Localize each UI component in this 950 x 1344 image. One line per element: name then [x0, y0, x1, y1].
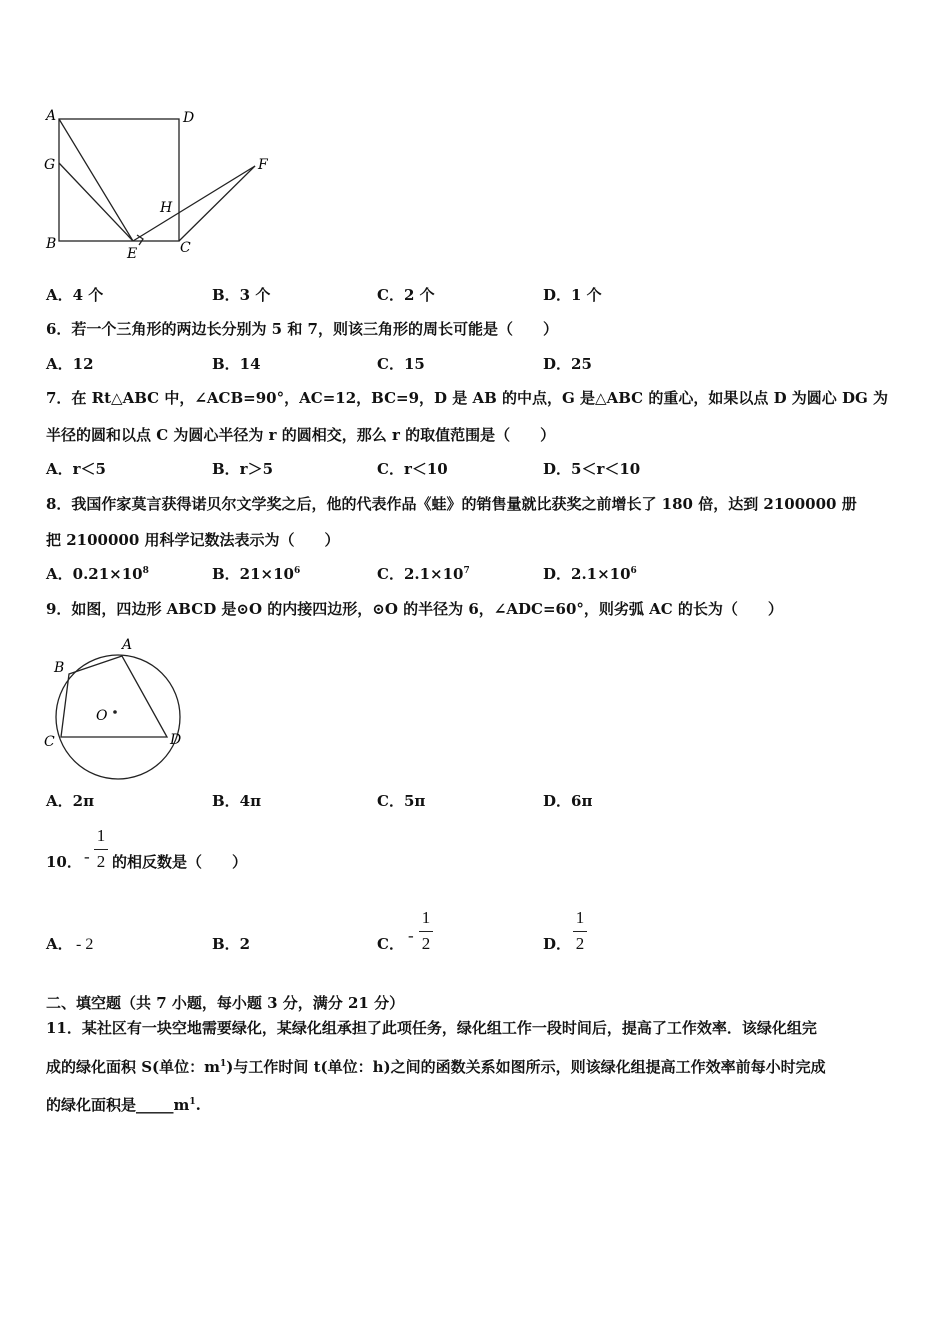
q10-stem-suffix: 的相反数是（ ）	[112, 853, 248, 871]
q8-option-b	[212, 564, 300, 584]
q10-minus: -	[84, 847, 90, 866]
circle-o	[56, 655, 180, 779]
q10-option-a-label: A．	[46, 935, 73, 953]
q8-option-d-exp: 6	[630, 566, 637, 576]
q8-option-c-exp: 7	[463, 566, 470, 576]
q10-option-c-fraction-bar	[419, 931, 433, 932]
q6-option-d: D．25	[543, 355, 592, 373]
q8-option-a	[46, 564, 149, 584]
q5-option-b: B．3 个	[212, 286, 271, 304]
q5-option-d: D．1 个	[543, 286, 602, 304]
label-f: F	[258, 157, 268, 173]
q7-stem-line1: 7．在 Rt△ABC 中，∠ACB=90°，AC=12，BC=9，D 是 AB 的中点，G 是△ABC 的重心，如果以点 D 为圆心 DG 为	[46, 389, 889, 407]
label-c: C	[180, 240, 191, 256]
right-angle-mark	[137, 235, 143, 245]
segment-ef	[133, 166, 255, 241]
q8-stem-line2: 把 2100000 用科学记数法表示为（ ）	[46, 531, 340, 549]
label-d: D	[183, 110, 195, 126]
center-point	[113, 710, 117, 714]
segment-ge	[59, 163, 133, 241]
q11-line3	[46, 1095, 201, 1115]
q8-option-c	[377, 564, 470, 584]
q8-option-a-exp: 8	[142, 566, 149, 576]
q10-option-c-minus: -	[408, 926, 414, 945]
label-a: A	[122, 637, 133, 653]
segment-ae	[59, 119, 133, 241]
label-o: O	[96, 708, 108, 724]
q11-line2	[46, 1057, 826, 1077]
q8-option-d-base: D．2.1×10	[543, 565, 631, 583]
label-g: G	[44, 157, 56, 173]
q8-stem-line1: 8．我国作家莫言获得诺贝尔文学奖之后，他的代表作品《蛙》的销售量就比获奖之前增长了 180 倍，达到 2100000 册	[46, 495, 857, 513]
q11-line3-sup: 1	[189, 1097, 196, 1107]
q10-option-d-numerator: 1	[575, 908, 585, 927]
label-e: E	[127, 246, 138, 262]
q5-option-a: A．4 个	[46, 286, 104, 304]
label-c: C	[44, 734, 55, 750]
q9-option-b: B．4π	[212, 792, 262, 810]
q10-option-a-value: - 2	[76, 936, 94, 953]
q10-option-d-denominator: 2	[575, 934, 585, 953]
q11-line2-sup: 1	[220, 1059, 227, 1069]
q8-option-a-base: A．0.21×10	[46, 565, 143, 583]
q9-stem: 9．如图，四边形 ABCD 是⊙O 的内接四边形，⊙O 的半径为 6，∠ADC=60°，则劣弧 AC 的长为（ ）	[46, 600, 783, 618]
q10-option-c-denominator: 2	[421, 934, 431, 953]
q9-option-c: C．5π	[377, 792, 426, 810]
q10-option-c-label: C．	[377, 935, 404, 953]
q10-fraction-bar	[94, 849, 108, 850]
q10-option-c-numerator: 1	[421, 908, 431, 927]
label-h: H	[160, 200, 173, 216]
section-heading: 二、填空题（共 7 小题，每小题 3 分，满分 21 分）	[46, 994, 405, 1012]
q6-option-c: C．15	[377, 355, 425, 373]
q7-option-b: B．r＞5	[212, 460, 274, 478]
square-figure	[38, 105, 278, 265]
q5-option-c: C．2 个	[377, 286, 435, 304]
q6-stem: 6．若一个三角形的两边长分别为 5 和 7，则该三角形的周长可能是（ ）	[46, 320, 558, 338]
q6-option-b: B．14	[212, 355, 261, 373]
square-abcd	[59, 119, 179, 241]
q10-option-d-fraction-bar	[573, 931, 587, 932]
q11-line3-period: .	[195, 1096, 201, 1114]
q10-option-d-label: D．	[543, 935, 572, 953]
q11-line2-part-b: )与工作时间 t(单位：h)之间的函数关系如图所示，则该绿化组提高工作效率前每小时完成	[226, 1058, 826, 1076]
q8-option-b-base: B．21×10	[212, 565, 294, 583]
q8-option-b-exp: 6	[294, 566, 301, 576]
q11-line3-unit: m	[173, 1096, 190, 1114]
q10-denominator: 2	[96, 852, 106, 871]
label-a: A	[46, 108, 57, 124]
q7-option-c: C．r＜10	[377, 460, 448, 478]
q10-numerator: 1	[96, 826, 106, 845]
q10-option-b: B．2	[212, 935, 251, 953]
q10-number: 10．	[46, 853, 82, 871]
q8-option-c-base: C．2.1×10	[377, 565, 464, 583]
q7-option-d: D．5＜r＜10	[543, 460, 641, 478]
q11-line1: 11．某社区有一块空地需要绿化，某绿化组承担了此项任务，绿化组工作一段时间后，提高了工作效率．该绿化组完	[46, 1019, 817, 1037]
q9-option-a: A．2π	[46, 792, 95, 810]
q7-stem-line2: 半径的圆和以点 C 为圆心半径为 r 的圆相交，那么 r 的取值范围是（ ）	[46, 426, 556, 444]
q11-line2-part-a: 成的绿化面积 S(单位：m	[46, 1058, 221, 1076]
q9-option-d: D．6π	[543, 792, 593, 810]
q8-option-d	[543, 564, 637, 584]
q7-option-a: A．r＜5	[46, 460, 106, 478]
answer-blank[interactable]: _____	[136, 1096, 174, 1114]
segment-cf	[179, 166, 255, 241]
q11-line3-part-a: 的绿化面积是	[46, 1096, 137, 1114]
label-d: D	[170, 732, 182, 748]
label-b: B	[46, 236, 57, 252]
quadrilateral-abcd	[61, 656, 167, 737]
q6-option-a: A．12	[46, 355, 94, 373]
label-b: B	[54, 660, 65, 676]
circle-figure	[38, 632, 198, 782]
